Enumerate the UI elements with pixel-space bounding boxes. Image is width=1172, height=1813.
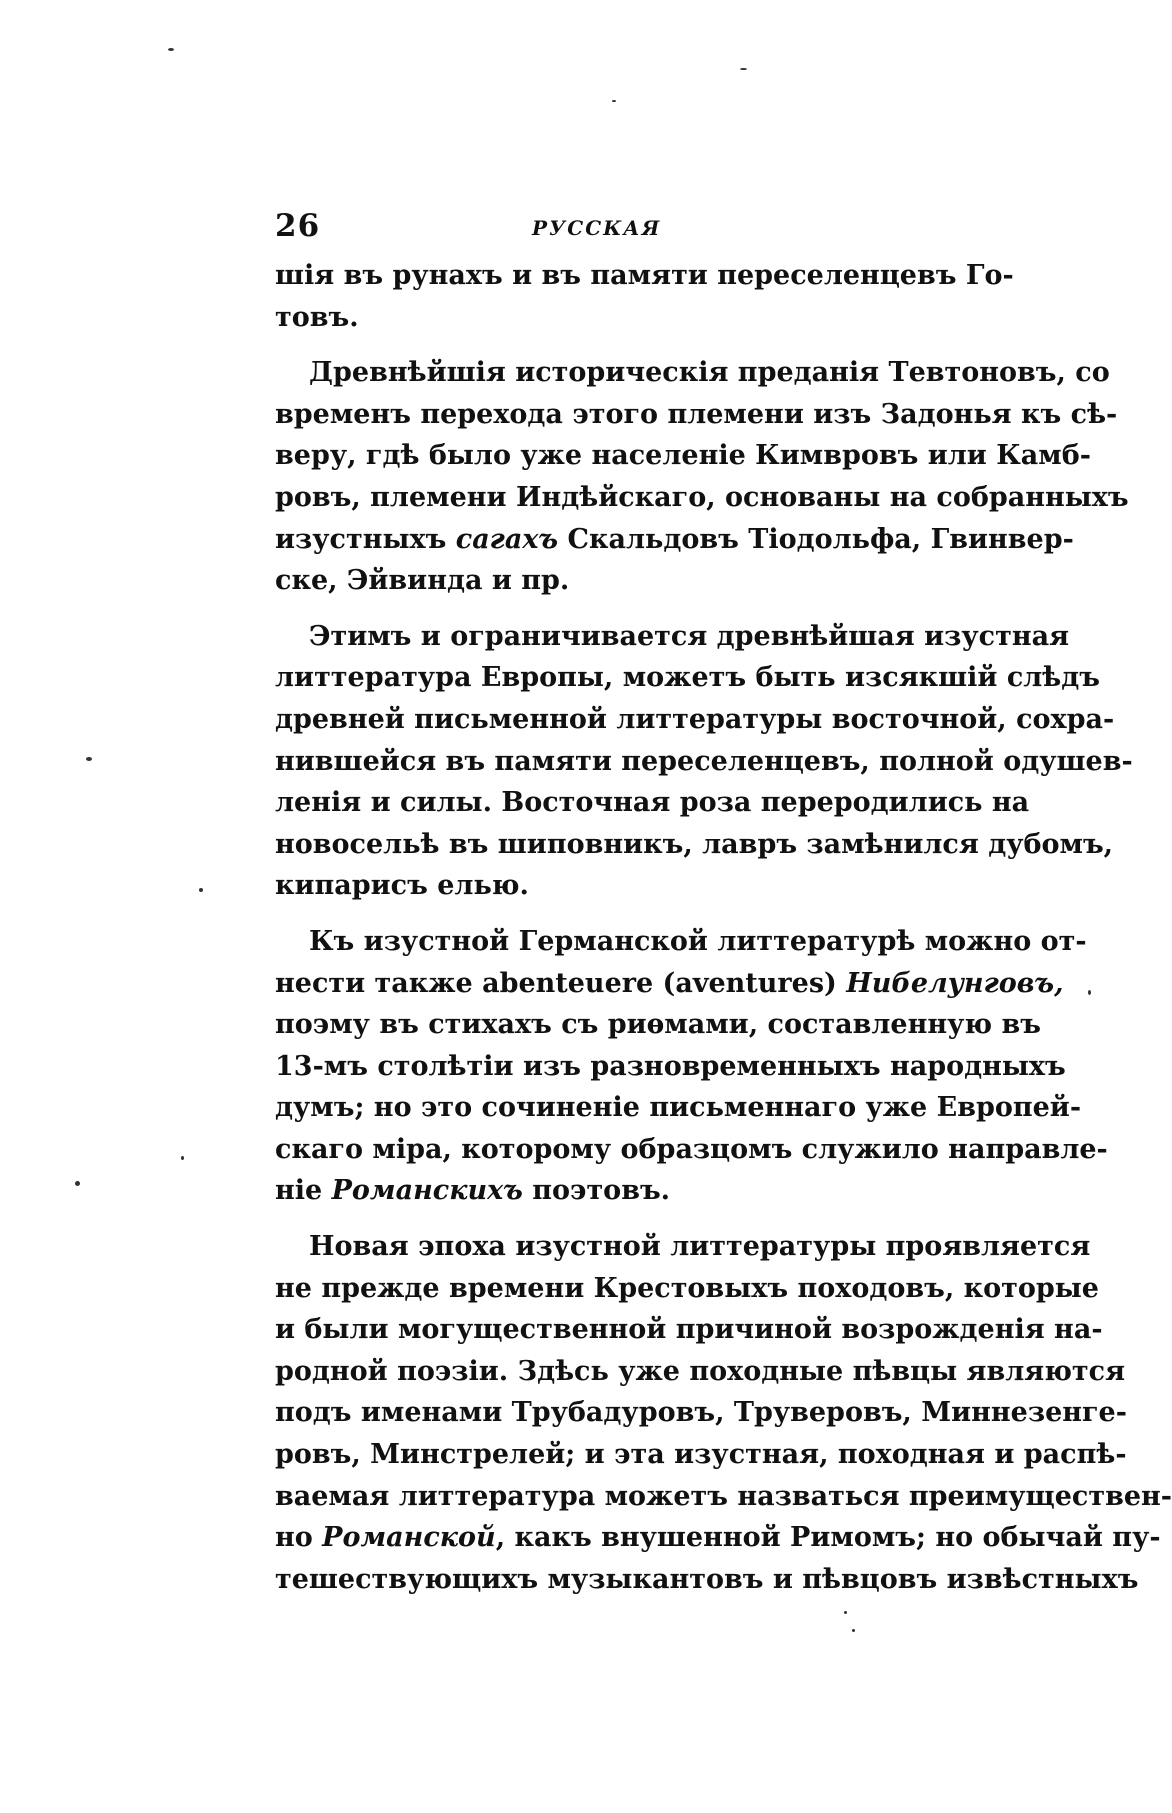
text-line: подъ именами Трубадуровъ, Труверовъ, Миннезенге- [275,1397,1127,1429]
text-line: не прежде времени Крестовыхъ походовъ, которые [275,1272,1099,1304]
text-line: древней письменной литтературы восточной, сохра- [275,703,1115,735]
scan-speck [612,100,616,102]
text-line: новосельѣ въ шиповникъ, лавръ замѣнился дубомъ, [275,828,1114,860]
text-run: , какъ внушенной Римомъ; но обычай пу- [495,1522,1161,1554]
text-line: 13-мъ столѣтіи изъ разновременныхъ народныхъ [275,1050,1066,1082]
scan-speck [75,1181,80,1186]
text-line: родной поэзіи. Здѣсь уже походные пѣвцы являются [275,1355,1126,1387]
scan-speck [181,1156,184,1160]
scan-speck [844,1611,847,1614]
paragraph [275,255,1014,338]
scan-speck [740,68,747,70]
scan-speck [86,757,92,761]
italic-term: Романскихъ [331,1175,523,1207]
text-line: Новая эпоха изустной литтературы проявляется [309,1231,1091,1263]
body-text [275,255,1172,1600]
italic-term: Романской [322,1522,496,1554]
page-header [275,208,1005,248]
text-line: веру, гдѣ было уже населеніе Кимвровъ или Камб- [275,440,1091,472]
text-line: литтература Европы, можетъ быть изсякшій слѣдъ [275,662,1101,694]
text-line: ске, Эйвинда и пр. [275,565,570,597]
text-line [275,519,1074,561]
page-number: 26 [275,208,321,244]
text-run: ніе [275,1175,332,1207]
text-line: товъ. [275,301,359,333]
text-line [275,1517,1161,1559]
text-line: и были могущественной причиной возрожденія на- [275,1314,1103,1346]
text-line: думъ; но это сочиненіе письменнаго уже Европей- [275,1092,1082,1124]
italic-term: Нибелунговъ, [846,967,1064,999]
paragraph [275,921,1108,1212]
text-line: поэму въ стихахъ съ риѳмами, составленную въ [275,1009,1041,1041]
text-line: тешествующихъ музыкантовъ и пѣвцовъ извѣстныхъ [275,1563,1139,1595]
text-line: шія въ рунахъ и въ памяти переселенцевъ Го- [275,260,1014,291]
paragraph [275,352,1129,602]
text-line: ровъ, Минстрелей; и эта изустная, походная и распѣ- [275,1439,1127,1471]
scan-speck [199,888,203,892]
text-line: нившейся въ памяти переселенцевъ, полной одушев- [275,745,1133,777]
paragraph [275,616,1133,907]
text-line [275,963,1064,1005]
paragraph [275,1226,1172,1600]
text-line [275,1170,1005,1212]
text-line: Къ изустной Германской литтературѣ можно от- [309,925,1087,957]
text-line: Древнѣйшія историческія преданія Тевтоновъ, со [309,357,1110,389]
text-run: изустныхъ [275,523,456,555]
text-line: ваемая литтература можетъ назваться преимуществен- [275,1480,1172,1512]
text-run: нести также abenteuere (aventures) [275,967,847,999]
text-line: скаго міра, которому образцомъ служило направле- [275,1133,1108,1165]
text-line: ленія и силы. Восточная роза переродились на [275,787,1030,819]
scan-speck [1088,990,1091,995]
running-head: РУССКАЯ [532,216,662,240]
text-line: кипарисъ елью. [275,870,529,902]
italic-term: сагахъ [455,523,559,555]
text-run: поэтовъ. [522,1175,671,1207]
text-run: Скальдовъ Тіодольфа, Гвинвер- [558,523,1074,555]
text-run: но [275,1522,323,1554]
scan-speck [852,1629,855,1632]
text-line: Этимъ и ограничивается древнѣйшая изустная [309,620,1070,652]
text-line: временъ перехода этого племени изъ Задонья къ сѣ- [275,398,1118,430]
scan-speck [168,48,174,51]
text-line: ровъ, племени Индѣйскаго, основаны на собранныхъ [275,481,1129,513]
